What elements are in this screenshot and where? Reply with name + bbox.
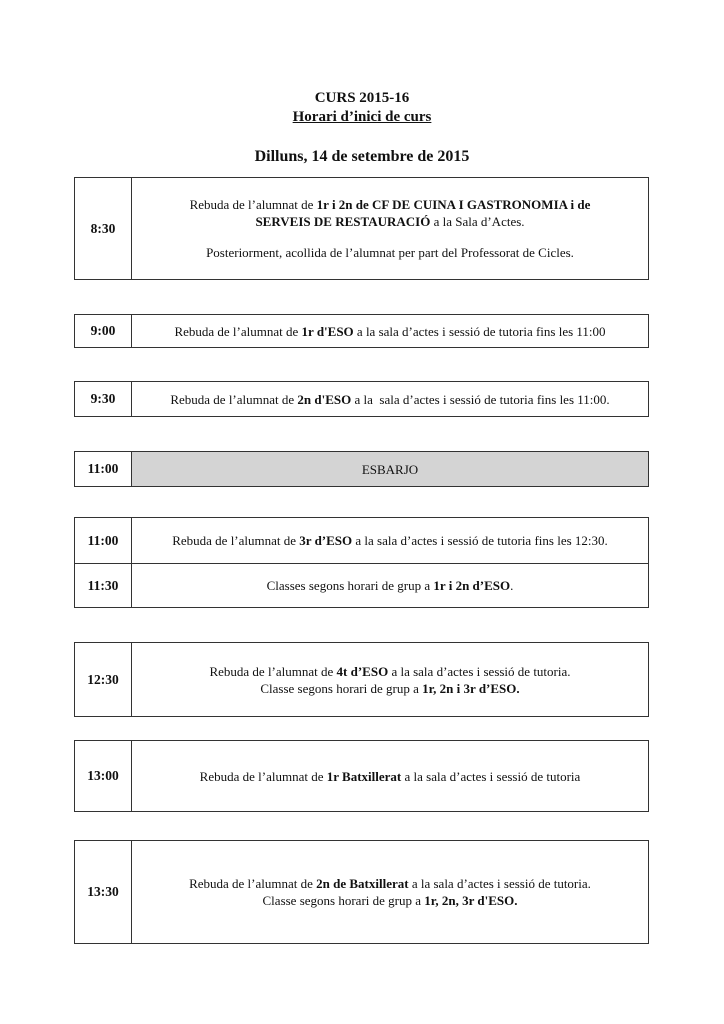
description-line <box>172 532 608 549</box>
schedule-table <box>74 314 649 348</box>
description-cell <box>132 741 648 811</box>
bold-text: 1r, 2n i 3r d’ESO. <box>422 680 520 696</box>
description-line <box>267 577 514 594</box>
description-cell <box>132 643 648 716</box>
schedule-table <box>74 517 649 608</box>
table-row <box>75 452 648 486</box>
description-line <box>260 680 519 697</box>
description-cell <box>132 178 648 279</box>
text: Rebuda de l’alumnat de <box>170 391 298 407</box>
text: Rebuda de l’alumnat de <box>189 197 317 212</box>
description-cell <box>132 564 648 607</box>
time-cell: 8:30 <box>75 178 132 279</box>
text: Rebuda de l’alumnat de <box>174 323 302 339</box>
time-cell: 12:30 <box>75 643 132 716</box>
description-line <box>206 244 574 261</box>
text: a la sala d’actes i sessió de tutoria fins les 11:00 <box>353 323 606 339</box>
text: a la sala d’actes i sessió de tutoria fins les 12:30. <box>352 533 608 548</box>
time-cell: 13:30 <box>75 841 132 943</box>
text: Rebuda de l’alumnat de <box>209 663 337 679</box>
time-cell: 9:30 <box>75 382 132 416</box>
table-row <box>75 841 648 943</box>
course-title: CURS 2015-16 <box>314 90 410 106</box>
bold-text: 2n de Batxillerat <box>316 876 409 891</box>
table-row <box>75 315 648 347</box>
text: Rebuda de l’alumnat de <box>189 876 317 891</box>
break-cell <box>132 452 648 486</box>
schedule-table <box>74 381 649 417</box>
description-cell <box>132 841 648 943</box>
description-cell <box>132 382 648 416</box>
description-line <box>170 391 609 408</box>
text: Rebuda de l’alumnat de <box>199 768 327 784</box>
description-line <box>255 213 524 230</box>
text: Rebuda de l’alumnat de <box>172 533 300 548</box>
text: a la Sala d’Actes. <box>430 214 525 229</box>
description-line <box>190 196 591 213</box>
schedule-table <box>74 451 649 487</box>
text: . <box>510 578 514 593</box>
bold-text: 3r d’ESO <box>299 533 353 548</box>
bold-text: 4t d’ESO <box>336 663 389 679</box>
schedule-table <box>74 177 649 280</box>
description-line <box>209 663 570 680</box>
time-cell: 11:00 <box>75 518 132 563</box>
text: Posteriorment, acollida de l’alumnat per part del Professorat de Cicles. <box>206 245 574 260</box>
bold-text: SERVEIS DE RESTAURACIÓ <box>255 214 431 229</box>
bold-text: 1r d'ESO <box>301 323 354 339</box>
text: a la sala d’actes i sessió de tutoria. <box>388 663 571 679</box>
schedule-table <box>74 840 649 944</box>
table-row <box>75 382 648 416</box>
table-row <box>75 643 648 716</box>
description-line <box>189 875 591 892</box>
description-line <box>362 461 418 478</box>
schedule-table <box>74 740 649 812</box>
table-row <box>75 518 648 563</box>
time-cell: 13:00 <box>75 741 132 811</box>
description-line <box>263 892 518 909</box>
description-line <box>200 768 581 785</box>
time-cell: 11:30 <box>75 564 132 607</box>
bold-text: 1r, 2n, 3r d'ESO. <box>424 893 518 908</box>
text: a la sala d’actes i sessió de tutoria fins les 11:00. <box>351 391 610 407</box>
description-cell <box>132 315 648 347</box>
table-row <box>75 563 648 607</box>
text: ESBARJO <box>361 461 419 477</box>
bold-text: 1r i 2n de CF DE CUINA I GASTRONOMIA i de <box>316 197 591 212</box>
text: a la sala d’actes i sessió de tutoria. <box>408 876 591 891</box>
description-line <box>174 323 605 340</box>
bold-text: 1r i 2n d’ESO <box>433 578 511 593</box>
time-cell: 11:00 <box>75 452 132 486</box>
table-row <box>75 178 648 279</box>
schedule-table <box>74 642 649 717</box>
table-row <box>75 741 648 811</box>
text: Classe segons horari de grup a <box>262 893 425 908</box>
schedule-date: Dilluns, 14 de setembre de 2015 <box>254 148 470 165</box>
text: Classe segons horari de grup a <box>260 680 423 696</box>
schedule-subtitle: Horari d’inici de curs <box>292 109 432 125</box>
description-cell <box>132 518 648 563</box>
text: a la sala d’actes i sessió de tutoria <box>401 768 581 784</box>
text: Classes segons horari de grup a <box>266 578 434 593</box>
bold-text: 1r Batxillerat <box>326 768 402 784</box>
bold-text: 2n d'ESO <box>297 391 352 407</box>
time-cell: 9:00 <box>75 315 132 347</box>
